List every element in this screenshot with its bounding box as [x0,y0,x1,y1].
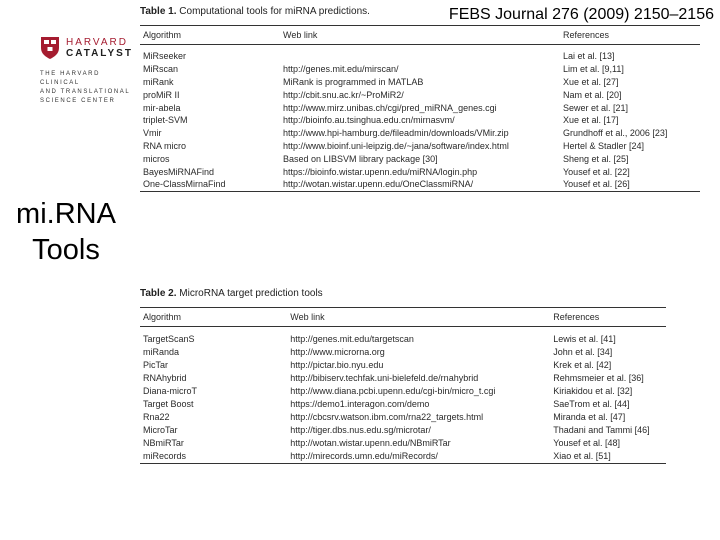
table2-cell-weblink: http://www.microrna.org [290,346,385,357]
table1-cell-weblink: http://www.hpi-hamburg.de/fileadmin/downloads/VMir.zip [283,128,509,139]
table1-cell-reference: Lai et al. [13] [563,51,615,62]
table2-row [140,371,666,384]
table2-caption [140,288,666,299]
table1-cell-reference: Xue et al. [27] [563,76,619,87]
table1-cell-weblink: http://www.mirz.unibas.ch/cgi/pred_miRNA_genes.cgi [283,102,497,113]
table2-row [140,411,666,424]
logo-subtitle-line: SCIENCE CENTER [40,98,116,104]
table1-cell-weblink: MiRank is programmed in MATLAB [283,76,424,87]
table1-cell-algorithm: BayesMiRNAFind [143,166,215,177]
table2-row [140,384,666,397]
table1-caption-text: Computational tools for miRNA predictions. [179,6,370,17]
table1-cell-algorithm: MiRscan [143,64,179,75]
table2 [140,307,666,464]
table1-cell-algorithm: proMiR II [143,89,180,100]
table1-body [140,45,700,192]
table1-cell-weblink: http://bioinfo.au.tsinghua.edu.cn/mirnasvm/ [283,115,455,126]
logo-subtitle-line: THE HARVARD CLINICAL [40,71,101,86]
table1-row [140,45,700,63]
logo-mark-row [40,36,140,60]
table1-row [140,165,700,178]
table2-cell-reference: Kiriakidou et al. [32] [553,385,633,396]
table1-cell-algorithm: mir-abela [143,102,181,113]
logo-wordmark [66,37,133,59]
table2-block [140,288,666,464]
table2-cell-algorithm: Target Boost [143,399,194,410]
table1-col-algorithm: Algorithm [140,26,280,45]
table2-cell-algorithm: TargetScanS [143,333,195,344]
table1-cell-reference: Grundhoff et al., 2006 [23] [563,128,668,139]
table1-row [140,63,700,76]
table2-cell-algorithm: PicTar [143,359,169,370]
table1-cell-weblink [280,45,560,63]
harvard-catalyst-logo [40,36,140,106]
table2-cell-reference: Krek et al. [42] [553,359,612,370]
table1-cell-reference: Yousef et al. [26] [560,178,700,191]
table1-cell-reference: Hertel & Stadler [24] [563,140,645,151]
table2-label: Table 2. [140,288,177,299]
table1-row [140,101,700,114]
table1-block [140,6,700,192]
table2-cell-reference: John et al. [34] [553,346,613,357]
table1-row [140,76,700,89]
table1-cell-reference: Lim et al. [9,11] [563,64,624,75]
table1-row [140,127,700,140]
table1-row [140,152,700,165]
table1-cell-algorithm: micros [143,153,170,164]
table1-cell-algorithm: Vmir [143,128,162,139]
table2-cell-reference: Xiao et al. [51] [550,450,666,464]
table2-col-weblink: Web link [287,308,550,327]
logo-word-catalyst: CATALYST [66,48,133,59]
table2-header-row [140,308,666,327]
table1-cell-weblink: http://cbit.snu.ac.kr/~ProMiR2/ [283,89,404,100]
slide-title [0,196,132,268]
table1-row [140,114,700,127]
table1-cell-algorithm: triplet-SVM [143,115,188,126]
table2-caption-text: MicroRNA target prediction tools [179,288,323,299]
table2-cell-algorithm: miRecords [140,450,287,464]
table2-cell-weblink: http://www.diana.pcbi.upenn.edu/cgi-bin/micro_t.cgi [290,385,496,396]
table2-cell-weblink: http://pictar.bio.nyu.edu [290,359,384,370]
table1-cell-weblink: https://bioinfo.wistar.upenn.edu/miRNA/login.php [283,166,478,177]
table2-cell-reference: Thadani and Tammi [46] [553,425,650,436]
table2-cell-algorithm: MicroTar [143,425,178,436]
slide-title-line1: mi.RNA [16,198,116,230]
table1-cell-weblink: http://www.bioinf.uni-leipzig.de/~jana/software/index.html [283,140,509,151]
table1-col-references: References [560,26,700,45]
table1-cell-reference: Yousef et al. [22] [563,166,630,177]
journal-citation: FEBS Journal 276 (2009) 2150–2156 [448,6,714,23]
table2-cell-weblink: http://mirecords.umn.edu/miRecords/ [287,450,550,464]
logo-subtitle-line: AND TRANSLATIONAL [40,89,131,95]
table2-row [140,437,666,450]
table1-cell-algorithm: RNA micro [143,140,187,151]
table1-cell-algorithm: One-ClassMirnaFind [140,178,280,191]
table2-row [140,327,666,346]
table2-col-algorithm: Algorithm [140,308,287,327]
table1-caption [140,6,700,17]
table2-cell-weblink: http://bibiserv.techfak.uni-bielefeld.de/rnahybrid [290,372,479,383]
table2-cell-reference: Yousef et al. [48] [553,438,620,449]
table2-body [140,327,666,464]
table2-row [140,358,666,371]
table2-cell-weblink: http://genes.mit.edu/targetscan [290,333,414,344]
table2-row [140,424,666,437]
table2-cell-weblink: http://wotan.wistar.upenn.edu/NBmiRTar [290,438,451,449]
table2-cell-weblink: https://demo1.interagon.com/demo [290,399,430,410]
logo-subtitle [40,70,140,106]
table1-header-row [140,26,700,45]
table2-row [140,397,666,410]
table2-col-references: References [550,308,666,327]
table1-cell-reference: Sheng et al. [25] [563,153,629,164]
table1-cell-weblink: http://wotan.wistar.upenn.edu/OneClassmiRNA/ [280,178,560,191]
table1-row [140,140,700,153]
table1 [140,25,700,192]
table1-label: Table 1. [140,6,177,17]
table2-cell-algorithm: miRanda [143,346,180,357]
table1-cell-weblink: http://genes.mit.edu/mirscan/ [283,64,399,75]
table1-row [140,88,700,101]
table1-cell-algorithm: miRank [143,76,174,87]
table1-cell-reference: Xue et al. [17] [563,115,619,126]
table2-cell-reference: Lewis et al. [41] [553,333,616,344]
table1-cell-algorithm: MiRseeker [143,51,187,62]
table2-cell-algorithm: Diana-microT [143,385,198,396]
table2-cell-algorithm: Rna22 [143,412,170,423]
table2-cell-reference: Miranda et al. [47] [553,412,626,423]
logo-word-harvard: HARVARD [66,37,128,48]
table2-cell-reference: Rehmsmeier et al. [36] [553,372,644,383]
table1-cell-weblink: Based on LIBSVM library package [30] [283,153,438,164]
table1-row [140,178,700,191]
table2-cell-weblink: http://cbcsrv.watson.ibm.com/rna22_targets.html [290,412,484,423]
table2-cell-algorithm: RNAhybrid [143,372,187,383]
table2-cell-reference: SaeTrom et al. [44] [553,399,630,410]
shield-icon [40,36,60,60]
table1-cell-reference: Sewer et al. [21] [563,102,629,113]
table2-row [140,345,666,358]
table1-col-weblink: Web link [280,26,560,45]
table1-cell-reference: Nam et al. [20] [563,89,622,100]
table2-row [140,450,666,464]
table2-cell-algorithm: NBmiRTar [143,438,184,449]
slide-title-line2: Tools [32,234,100,266]
table2-cell-weblink: http://tiger.dbs.nus.edu.sg/microtar/ [290,425,431,436]
